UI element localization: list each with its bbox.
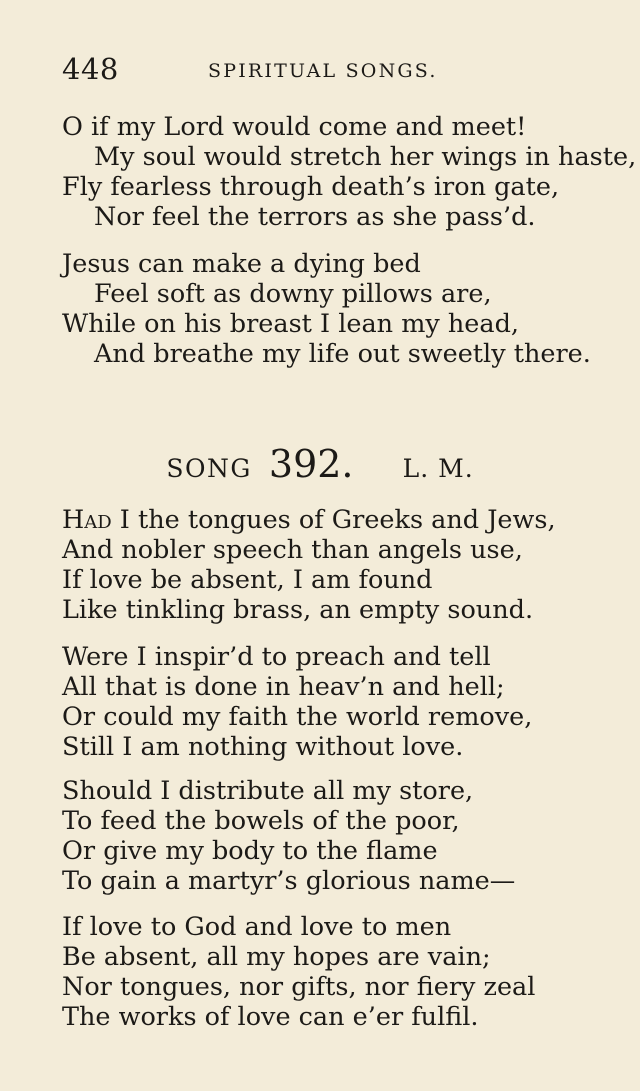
verse-line: And nobler speech than angels use, <box>62 535 523 565</box>
verse-line: To feed the bowels of the poor, <box>62 806 460 836</box>
song-stanza-2 <box>62 642 622 762</box>
verse-line <box>62 505 622 535</box>
verse-line: If love to God and love to men <box>62 912 452 942</box>
verse-line: The works of love can e’er fulfil. <box>62 1002 479 1032</box>
song-heading <box>0 442 640 486</box>
verse-line: Should I distribute all my store, <box>62 776 474 806</box>
song-stanza-4 <box>62 912 622 1032</box>
verse-line: Fly fearless through death’s iron gate, <box>62 172 560 202</box>
page-header <box>62 52 610 88</box>
verse-line: Jesus can make a dying bed <box>62 249 421 279</box>
verse-line: My soul would stretch her wings in haste, <box>94 142 637 172</box>
verse-line: Or could my faith the world remove, <box>62 702 533 732</box>
verse-line: Nor feel the terrors as she pass’d. <box>94 202 536 232</box>
verse-line: Feel soft as downy pillows are, <box>94 279 492 309</box>
verse-line: Were I inspir’d to preach and tell <box>62 642 491 672</box>
continued-stanza-1 <box>62 112 637 232</box>
opening-small-caps: Had <box>62 505 112 535</box>
verse-line-rest: I the tongues of Greeks and Jews, <box>111 505 556 535</box>
song-stanza-1 <box>62 505 622 625</box>
song-meter: L. M. <box>402 454 474 483</box>
verse-line: And breathe my life out sweetly there. <box>94 339 591 369</box>
verse-line: Be absent, all my hopes are vain; <box>62 942 491 972</box>
verse-line: Or give my body to the flame <box>62 836 438 866</box>
verse-line: If love be absent, I am found <box>62 565 433 595</box>
verse-line: While on his breast I lean my head, <box>62 309 520 339</box>
running-title: SPIRITUAL SONGS. <box>208 60 438 82</box>
page-number: 448 <box>62 52 119 86</box>
verse-line: Like tinkling brass, an empty sound. <box>62 595 534 625</box>
song-label: SONG <box>166 454 252 483</box>
verse-line: O if my Lord would come and meet! <box>62 112 527 142</box>
verse-line: Still I am nothing without love. <box>62 732 464 762</box>
song-stanza-3 <box>62 776 622 896</box>
verse-line: To gain a martyr’s glorious name— <box>62 866 516 896</box>
song-number: 392. <box>268 442 354 486</box>
verse-line: Nor tongues, nor gifts, nor fiery zeal <box>62 972 536 1002</box>
continued-stanza-2 <box>62 249 622 369</box>
verse-line: All that is done in heav’n and hell; <box>62 672 505 702</box>
